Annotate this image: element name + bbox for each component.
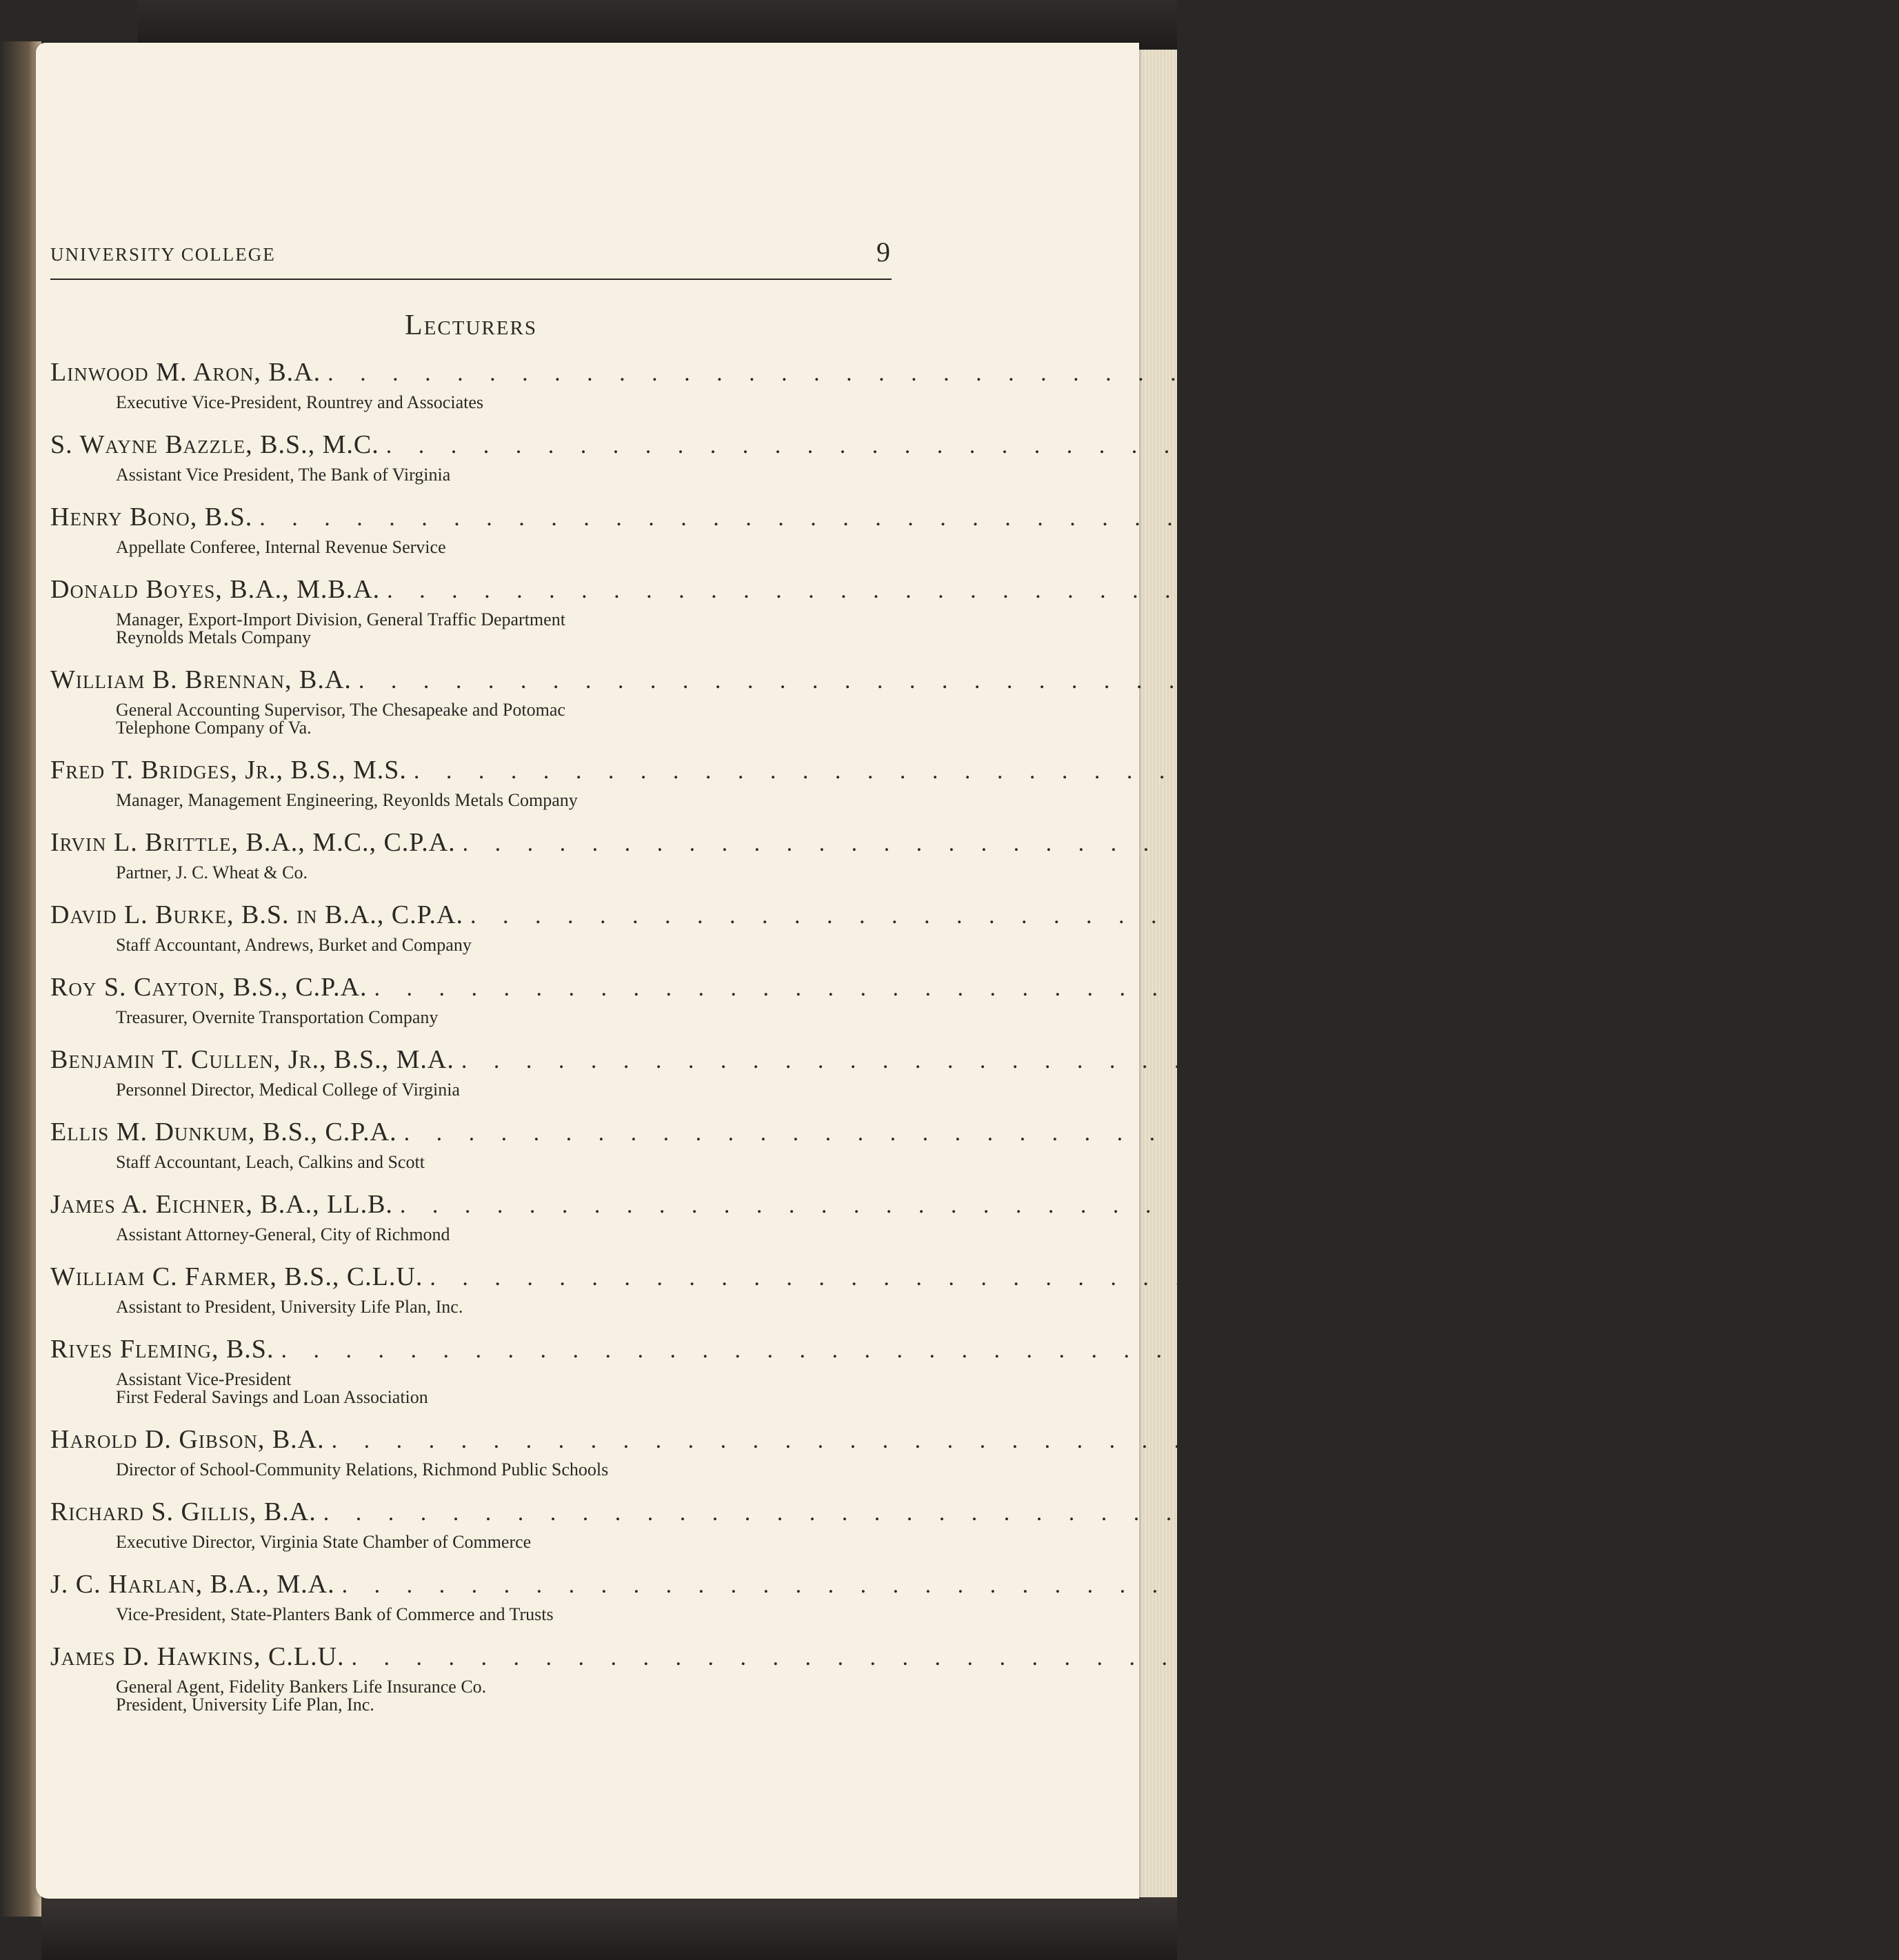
page-number: 9 [876,236,890,267]
lecturer-entry [50,1422,1703,1479]
lecturer-position [116,1533,892,1551]
lecturer-entry-head [50,897,1884,934]
lecturer-entry-head [50,1186,1838,1224]
lecturer-position [116,1153,892,1171]
lecturer-subject: Banking [1567,1334,1660,1364]
lecturer-name: Irvin L. Brittle, B.A., M.C., C.P.A. [50,828,456,857]
lecturer-subject: Management [1700,755,1845,785]
dot-leader: . . . . . . . . . . . . . . . . . . . . . . . . . . . . . . . . . . . . . . . . [323,1500,1604,1526]
dot-leader: . . . . . . . . . . . . . . . . . . . . . . . . . . . . . . . . . . . . . . . . [462,831,1743,856]
lecturer-entry [50,499,1673,557]
lecturer-name: James A. Eichner, B.A., LL.B. [50,1190,393,1219]
lecturer-entry [50,427,1765,485]
dot-leader: . . . . . . . . . . . . . . . . . . . . . . . . . . . . . . . . . . . . . . . . [399,1193,1680,1218]
position-line: General Agent, Fidelity Bankers Life Insurance Co. [116,1677,487,1697]
lecturer-position [116,466,892,484]
lecturer-position [116,1371,892,1406]
position-line: Treasurer, Overnite Transportation Company [116,1007,439,1027]
position-line: Assistant Attorney-General, City of Richmond [116,1224,450,1244]
lecturer-position [116,538,892,556]
lecturer-entry [50,1042,1861,1100]
lecturer-subject: Credit Administration [1629,1569,1871,1599]
lecturer-entry [50,1566,1871,1624]
lecturer-position [116,936,892,954]
dot-leader: . . . . . . . . . . . . . . . . . . . . . . . . . . . . . . . . . . . . . . . . [385,433,1667,458]
position-line: Personnel Director, Medical College of Virginia [116,1080,460,1100]
dot-leader: . . . . . . . . . . . . . . . . . . . . . . . . . . . . . . . . . . . . . . . . [358,668,1639,694]
lecturer-name: James D. Hawkins, C.L.U. [50,1642,345,1671]
lecturer-position [116,701,892,737]
lecturer-position [116,394,892,412]
lecturer-subject: Accounting [1661,972,1787,1002]
lecturer-subject: Public Relations [1610,1497,1795,1526]
lecturer-subject: Accounting [1546,502,1673,532]
dot-leader: . . . . . . . . . . . . . . . . . . . . . . . . . . . . . . . . . . . . . . . . [259,505,1540,531]
dot-leader: . . . . . . . . . . . . . . . . . . . . . . . . . . . . . . . . . . . . . . . . [470,903,1751,929]
position-line: Appellate Conferee, Internal Revenue Service [116,537,446,557]
lecturer-entry [50,662,1865,738]
position-line: General Accounting Supervisor, The Chesapeake and Potomac [116,700,565,720]
lecturer-entry [50,825,1876,882]
lecturer-entry-head [50,752,1845,789]
position-line: Vice-President, State-Planters Bank of Commerce and Trusts [116,1604,554,1624]
lecturer-position [116,864,892,882]
lecturer-name: Roy S. Cayton, B.S., C.P.A. [50,973,368,1002]
lecturer-subject: Life Insurance [1638,1641,1800,1671]
position-line: Reynolds Metals Company [116,627,312,647]
dot-leader: . . . . . . . . . . . . . . . . . . . . . . . . . . . . . . . . . . . . . . . . [461,1048,1742,1073]
position-line: Assistant Vice-President [116,1369,292,1389]
dot-leader: . . . . . . . . . . . . . . . . . . . . . . . . . . . . . . . . . . . . . . . . [328,361,1608,386]
lecturer-entry [50,1639,1800,1715]
book-gutter [0,41,41,1917]
lecturer-position [116,1298,892,1316]
lecturer-name: Richard S. Gillis, B.A. [50,1497,316,1526]
lecturer-entry-head [50,1639,1800,1676]
lecturer-name: J. C. Harlan, B.A., M.A. [50,1570,335,1599]
lecturer-entry-head [50,1042,1861,1079]
lecturer-entry-head [50,1114,1817,1151]
lecturer-subject: Accounting [1749,827,1876,857]
position-line: Manager, Export-Import Division, General Traffic Department [116,609,565,629]
lecturer-name: David L. Burke, B.S. in B.A., C.P.A. [50,900,463,929]
lecturer-subject: Insurance [1716,1262,1828,1291]
lecturer-subject: Business Law [1687,1189,1838,1219]
lecturer-entry-head [50,572,1899,609]
lecturer-entry-head [50,1422,1703,1459]
lecturer-subject: Accounting [1691,1117,1817,1146]
lecturer-entry-head [50,969,1787,1007]
lecturer-entry [50,572,1899,647]
running-title: UNIVERSITY COLLEGE [50,244,276,265]
dot-leader: . . . . . . . . . . . . . . . . . . . . . . . . . . . . . . . . . . . . . . . . [351,1645,1632,1670]
lecturer-entry-head [50,499,1673,536]
lecturer-position [116,611,892,647]
lecturer-entry [50,1259,1828,1317]
lecturer-name: Harold D. Gibson, B.A. [50,1425,325,1454]
dot-leader: . . . . . . . . . . . . . . . . . . . . . . . . . . . . . . . . . . . . . . . . [331,1428,1612,1453]
lecturer-name: Linwood M. Aron, B.A. [50,358,321,387]
dot-leader: . . . . . . . . . . . . . . . . . . . . . . . . . . . . . . . . . . . . . . . . [413,758,1694,784]
lecturer-name: William C. Farmer, B.S., C.L.U. [50,1262,423,1291]
lecturer-entry [50,354,1858,412]
lecturer-entry [50,897,1884,955]
lecturer-position [116,1081,892,1099]
lecturer-entry-head [50,1494,1795,1531]
lecturer-entry [50,1331,1660,1407]
position-line: Telephone Company of Va. [116,718,312,738]
lecturer-entry [50,969,1787,1027]
position-line: Partner, J. C. Wheat & Co. [116,862,308,882]
running-head [50,236,892,280]
dot-leader: . . . . . . . . . . . . . . . . . . . . . . . . . . . . . . . . . . . . . . . . [281,1337,1561,1363]
lecturer-list [50,354,1899,1729]
lecturer-subject: Traffic Management [1674,574,1899,604]
lecturer-name: S. Wayne Bazzle, B.S., M.C. [50,430,379,459]
lecturer-entry-head [50,1331,1660,1368]
lecturer-subject: Real Estate Appraisal [1614,357,1858,387]
lecturer-subject: Banking [1673,430,1765,459]
lecturer-name: Rives Fleming, B.S. [50,1335,274,1364]
position-line: Assistant Vice President, The Bank of Virginia [116,465,451,485]
lecturer-position [116,1606,892,1624]
lecturer-position [116,791,892,809]
position-line: Staff Accountant, Leach, Calkins and Scott [116,1152,425,1172]
lecturer-entry-head [50,1566,1871,1604]
dot-leader: . . . . . . . . . . . . . . . . . . . . . . . . . . . . . . . . . . . . . . . . [387,578,1667,603]
position-line: Executive Vice-President, Rountrey and Associates [116,392,483,412]
lecturer-entry-head [50,825,1876,862]
lecturer-position [116,1009,892,1027]
lecturer-name: William B. Brennan, B.A. [50,665,352,694]
lecturer-position [116,1461,892,1479]
position-line: Executive Director, Virginia State Chamber of Commerce [116,1532,532,1552]
lecturer-entry-head [50,1259,1828,1296]
lecturer-entry [50,1494,1795,1552]
position-line: Director of School-Community Relations, Richmond Public Schools [116,1459,609,1479]
position-line: President, University Life Plan, Inc. [116,1695,374,1715]
section-title: Lecturers [405,310,537,341]
lecturer-subject: Personnel [1748,1044,1861,1074]
dot-leader: . . . . . . . . . . . . . . . . . . . . . . . . . . . . . . . . . . . . . . . . [341,1573,1622,1598]
lecturer-position [116,1226,892,1244]
lecturer-name: Donald Boyes, B.A., M.B.A. [50,575,381,604]
lecturer-subject: Accounting [1757,900,1884,929]
lecturer-name: Henry Bono, B.S. [50,503,253,532]
position-line: Assistant to President, University Life Plan, Inc. [116,1297,463,1317]
dot-leader: . . . . . . . . . . . . . . . . . . . . . . . . . . . . . . . . . . . . . . . . [374,976,1655,1001]
dot-leader: . . . . . . . . . . . . . . . . . . . . . . . . . . . . . . . . . . . . . . . . [430,1265,1710,1291]
lecturer-entry-head [50,427,1765,464]
position-line: Staff Accountant, Andrews, Burket and Company [116,935,472,955]
lecturer-subject: English [1618,1424,1703,1454]
lecturer-position [116,1678,892,1714]
lecturer-name: Benjamin T. Cullen, Jr., B.S., M.A. [50,1045,454,1074]
lecturer-entry-head [50,662,1865,699]
lecturer-entry [50,1186,1838,1244]
lecturer-entry [50,1114,1817,1172]
lecturer-entry [50,752,1845,810]
position-line: First Federal Savings and Loan Association [116,1387,428,1407]
lecturer-name: Fred T. Bridges, Jr., B.S., M.S. [50,756,407,785]
lecturer-subject: Office Management [1645,665,1865,694]
lecturer-entry-head [50,354,1858,392]
book-cover-bottom [41,1897,1177,1960]
lecturer-name: Ellis M. Dunkum, B.S., C.P.A. [50,1118,397,1146]
dot-leader: . . . . . . . . . . . . . . . . . . . . . . . . . . . . . . . . . . . . . . . . [403,1120,1685,1146]
position-line: Manager, Management Engineering, Reyonlds Metals Company [116,790,578,810]
